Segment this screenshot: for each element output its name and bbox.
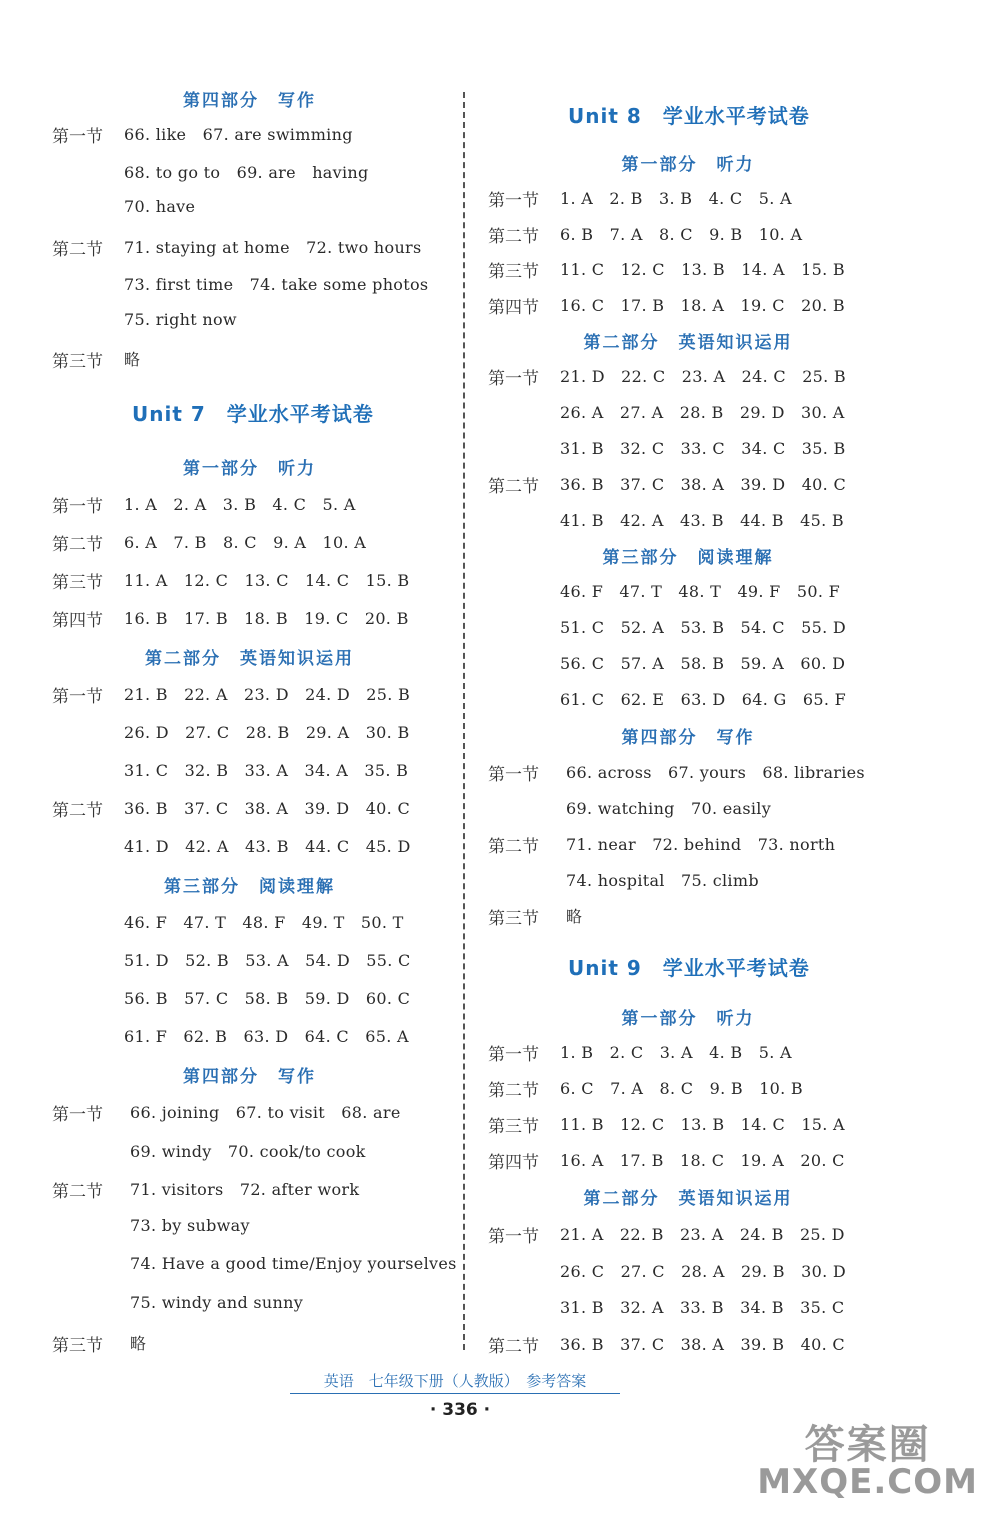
unit-number: Unit 9 — [568, 956, 642, 980]
part-title: 第一部分 听力 — [621, 155, 755, 175]
section-label: 第一节 — [52, 1105, 103, 1125]
answer-text: 6. B 7. A 8. C 9. B 10. A — [560, 224, 803, 244]
answer-text: 73. first time 74. take some photos — [124, 275, 429, 294]
answer-text: 1. B 2. C 3. A 4. B 5. A — [560, 1043, 792, 1062]
section-label: 第二节 — [52, 1182, 103, 1202]
part-title: 第一部分 听力 — [621, 1009, 755, 1029]
answer-text: 75. right now — [124, 309, 237, 329]
section-label: 第一节 — [488, 1227, 539, 1247]
part-title: 第四部分 写作 — [621, 728, 755, 748]
unit-title: 学业水平考试卷 — [662, 104, 810, 128]
unit-number: Unit 7 — [132, 402, 206, 426]
section-label: 第四节 — [488, 297, 539, 318]
watermark-domain: MXQE.COM — [757, 1462, 978, 1502]
watermark-logo — [757, 1413, 978, 1502]
section-label: 第三节 — [488, 1117, 539, 1137]
part-title: 第二部分 英语知识运用 — [583, 333, 793, 353]
answer-text: 31. B 32. A 33. B 34. B 35. C — [560, 1298, 845, 1317]
answer-text: 11. C 12. C 13. B 14. A 15. B — [560, 260, 845, 279]
answer-text: 56. B 57. C 58. B 59. D 60. C — [124, 989, 411, 1008]
section-label: 第二节 — [488, 477, 539, 497]
unit-heading — [568, 952, 810, 981]
unit-heading — [132, 398, 374, 427]
answer-text: 74. Have a good time/Enjoy yourselves — [130, 1254, 457, 1273]
answer-text: 26. A 27. A 28. B 29. D 30. A — [560, 403, 845, 422]
watermark-text: 答案圈 — [804, 1422, 931, 1468]
part-title: 第四部分 写作 — [183, 91, 316, 111]
answer-text: 16. C 17. B 18. A 19. C 20. B — [560, 295, 845, 315]
answer-text: 21. B 22. A 23. D 24. D 25. B — [124, 685, 411, 704]
answer-text: 61. F 62. B 63. D 64. C 65. A — [124, 1027, 409, 1046]
answer-text: 69. watching 70. easily — [566, 799, 772, 818]
part-title: 第二部分 英语知识运用 — [583, 1189, 793, 1209]
answer-text: 66. across 67. yours 68. libraries — [566, 763, 865, 782]
section-label: 第二节 — [488, 226, 539, 247]
answer-text: 71. near 72. behind 73. north — [566, 835, 836, 854]
book-footer: 英语 七年级下册（人教版） 参考答案 — [290, 1370, 620, 1394]
answer-text: 46. F 47. T 48. T 49. F 50. F — [560, 582, 841, 601]
answer-text: 71. visitors 72. after work — [130, 1180, 360, 1199]
section-label: 第二节 — [52, 801, 103, 821]
answer-text: 1. A 2. A 3. B 4. C 5. A — [124, 495, 356, 514]
answer-text: 21. A 22. B 23. A 24. B 25. D — [560, 1225, 845, 1244]
unit-title: 学业水平考试卷 — [662, 956, 810, 980]
answer-text: 46. F 47. T 48. F 49. T 50. T — [124, 913, 404, 932]
answer-text: 68. to go to 69. are having — [124, 162, 369, 182]
unit-heading — [568, 100, 810, 129]
answer-text: 21. D 22. C 23. A 24. C 25. B — [560, 367, 846, 386]
answer-text: 6. A 7. B 8. C 9. A 10. A — [124, 533, 367, 552]
answer-text: 11. A 12. C 13. C 14. C 15. B — [124, 571, 410, 590]
section-label: 第三节 — [488, 262, 539, 282]
answer-text: 31. C 32. B 33. A 34. A 35. B — [124, 761, 409, 780]
answer-text: 16. B 17. B 18. B 19. C 20. B — [124, 609, 409, 628]
section-label: 第二节 — [52, 535, 103, 555]
answer-text: 56. C 57. A 58. B 59. A 60. D — [560, 654, 846, 673]
section-label: 第二节 — [488, 1336, 539, 1357]
answer-text: 69. windy 70. cook/to cook — [130, 1141, 366, 1161]
part-title: 第二部分 英语知识运用 — [145, 649, 354, 669]
column-divider — [463, 92, 465, 1350]
answer-text: 51. C 52. A 53. B 54. C 55. D — [560, 618, 846, 637]
part-title: 第一部分 听力 — [183, 459, 316, 479]
answer-text: 26. C 27. C 28. A 29. B 30. D — [560, 1261, 846, 1281]
answer-text: 73. by subway — [130, 1215, 250, 1235]
answer-text: 41. D 42. A 43. B 44. C 45. D — [124, 837, 411, 856]
section-label: 第二节 — [488, 837, 539, 857]
answer-text: 75. windy and sunny — [130, 1292, 304, 1312]
part-title: 第四部分 写作 — [183, 1067, 316, 1087]
answer-text: 11. B 12. C 13. B 14. C 15. A — [560, 1115, 845, 1134]
section-label: 第三节 — [52, 352, 103, 372]
answer-text: 61. C 62. E 63. D 64. G 65. F — [560, 690, 846, 709]
answer-text: 31. B 32. C 33. C 34. C 35. B — [560, 439, 846, 458]
answer-text: 36. B 37. C 38. A 39. D 40. C — [560, 475, 846, 494]
answer-text: 6. C 7. A 8. C 9. B 10. B — [560, 1079, 803, 1098]
section-label: 第一节 — [488, 369, 539, 389]
section-label: 第一节 — [52, 687, 103, 707]
answer-text: 16. A 17. B 18. C 19. A 20. C — [560, 1151, 845, 1170]
section-label: 第四节 — [488, 1153, 539, 1173]
section-label: 第一节 — [488, 1045, 539, 1065]
answer-text: 71. staying at home 72. two hours — [124, 237, 422, 257]
answer-text: 36. B 37. C 38. A 39. D 40. C — [124, 799, 410, 818]
section-label: 第三节 — [52, 1336, 103, 1356]
section-label: 第一节 — [52, 127, 103, 147]
unit-number: Unit 8 — [568, 104, 642, 128]
answer-text: 36. B 37. C 38. A 39. B 40. C — [560, 1334, 845, 1354]
unit-title: 学业水平考试卷 — [226, 402, 374, 426]
section-label: 第三节 — [488, 909, 539, 929]
section-label: 第二节 — [488, 1081, 539, 1101]
part-title: 第三部分 阅读理解 — [164, 877, 335, 897]
answer-text: 66. like 67. are swimming — [124, 125, 353, 144]
section-label: 第三节 — [52, 573, 103, 593]
section-label: 第一节 — [52, 497, 103, 517]
answer-text: 略 — [566, 907, 583, 926]
section-label: 第二节 — [52, 239, 103, 260]
answer-text: 70. have — [124, 197, 196, 216]
part-title: 第三部分 阅读理解 — [602, 548, 774, 568]
answer-text: 74. hospital 75. climb — [566, 871, 759, 890]
answer-text: 略 — [130, 1334, 147, 1353]
answer-text: 26. D 27. C 28. B 29. A 30. B — [124, 723, 410, 742]
answer-text: 66. joining 67. to visit 68. are — [130, 1103, 401, 1122]
answer-text: 41. B 42. A 43. B 44. B 45. B — [560, 511, 844, 530]
answer-text: 51. D 52. B 53. A 54. D 55. C — [124, 951, 411, 970]
page-number: · 336 · — [429, 1400, 491, 1420]
answer-text: 1. A 2. B 3. B 4. C 5. A — [560, 189, 792, 208]
section-label: 第一节 — [488, 765, 539, 785]
section-label: 第一节 — [488, 191, 539, 211]
answer-text: 略 — [124, 350, 141, 369]
section-label: 第四节 — [52, 611, 103, 631]
